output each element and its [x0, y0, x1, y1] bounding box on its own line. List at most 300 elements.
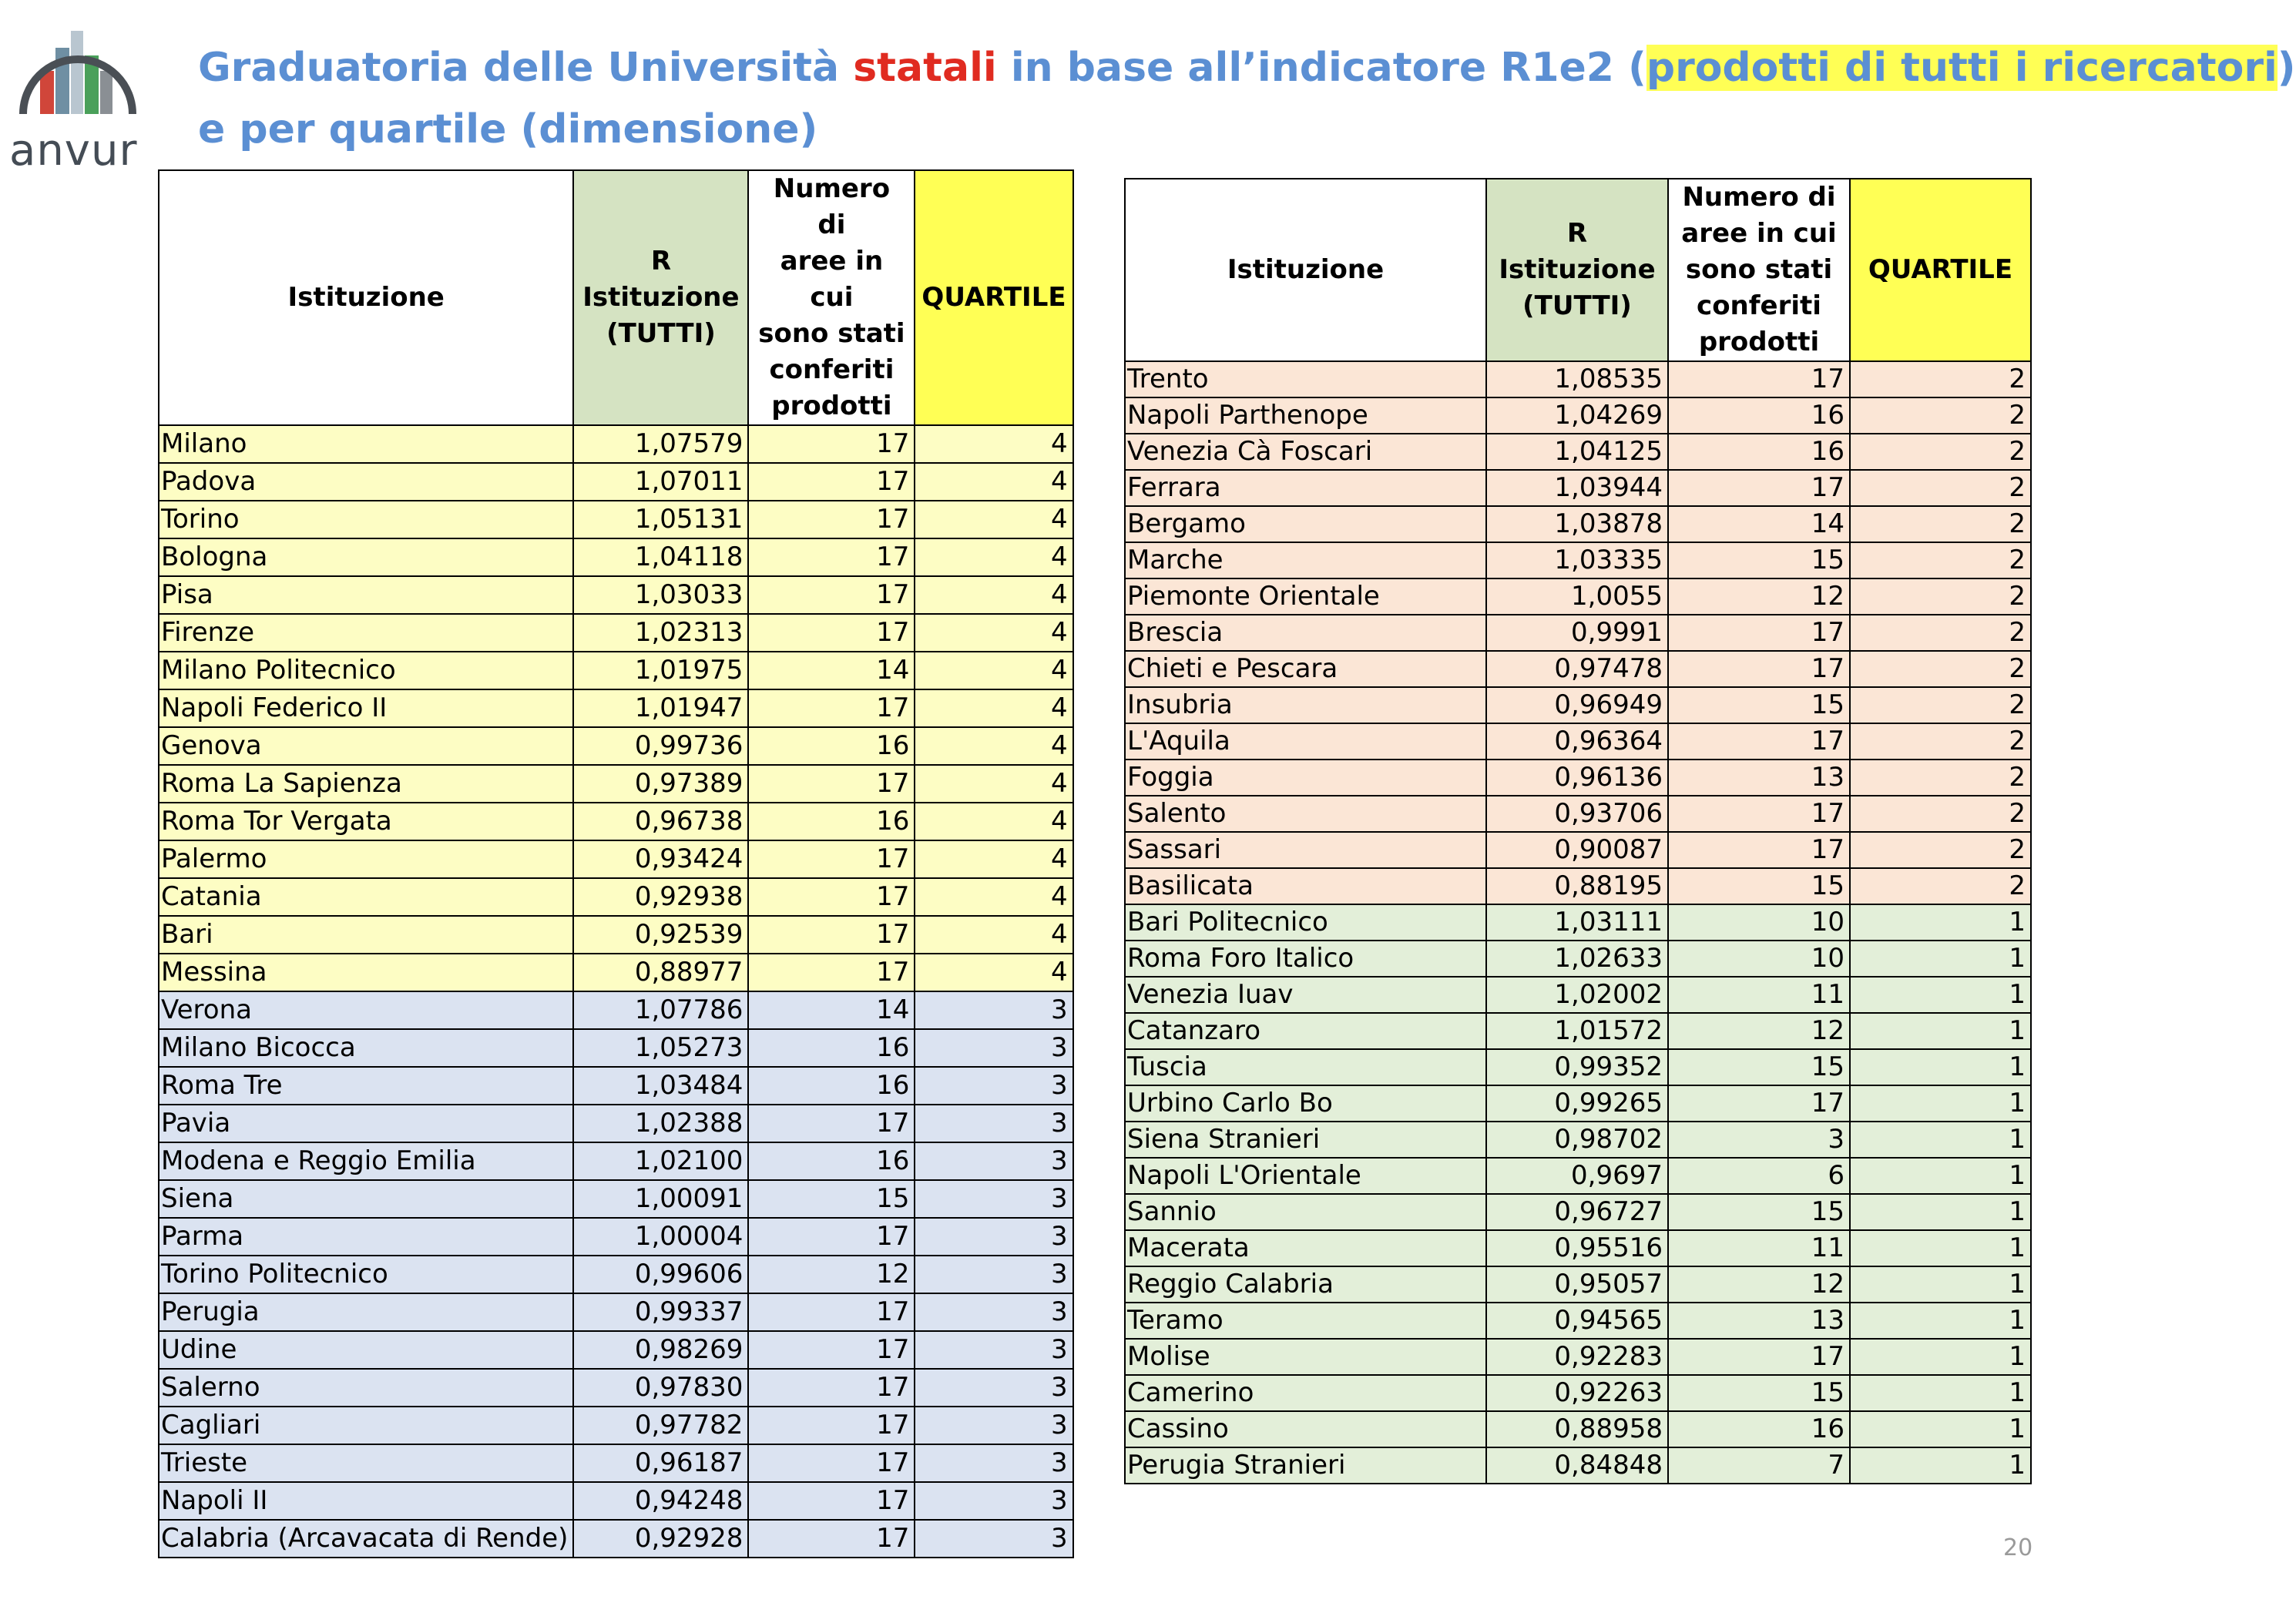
- table-row: [159, 840, 1073, 878]
- left-table-body: [159, 425, 1073, 1558]
- quartile-cell: 4: [915, 614, 1072, 652]
- institution-cell: Bergamo: [1125, 506, 1486, 542]
- r-value-cell: 0,97478: [1486, 651, 1668, 687]
- quartile-cell: 3: [915, 1256, 1072, 1293]
- table-row: [159, 1067, 1073, 1105]
- r-value-cell: 1,02388: [573, 1105, 748, 1142]
- aree-count-cell: 11: [1668, 977, 1850, 1013]
- r-value-cell: 1,02313: [573, 614, 748, 652]
- table-row: [159, 1331, 1073, 1369]
- table-row: [1125, 687, 2031, 723]
- table-row: [159, 1444, 1073, 1482]
- r-value-cell: 1,08535: [1486, 361, 1668, 397]
- quartile-cell: 3: [915, 1407, 1072, 1444]
- aree-count-cell: 17: [748, 538, 915, 576]
- r-value-cell: 0,92539: [573, 916, 748, 954]
- r-value-cell: 1,05273: [573, 1029, 748, 1067]
- quartile-cell: 2: [1850, 796, 2031, 832]
- r-value-cell: 0,98702: [1486, 1122, 1668, 1158]
- r-value-cell: 0,94565: [1486, 1303, 1668, 1339]
- r-value-cell: 1,07786: [573, 991, 748, 1029]
- header-num-line3: sono stati: [758, 318, 905, 349]
- r-value-cell: 0,9991: [1486, 615, 1668, 651]
- r-value-cell: 0,88958: [1486, 1411, 1668, 1447]
- r-value-cell: 0,96136: [1486, 760, 1668, 796]
- aree-count-cell: 17: [748, 576, 915, 614]
- quartile-cell: 1: [1850, 941, 2031, 977]
- quartile-cell: 3: [915, 1482, 1072, 1520]
- header-istituzione: Istituzione: [1125, 179, 1486, 361]
- institution-cell: Torino: [159, 501, 573, 538]
- r-value-cell: 0,99337: [573, 1293, 748, 1331]
- table-row: [1125, 542, 2031, 578]
- institution-cell: Catania: [159, 878, 573, 916]
- header-r-line1: R Istituzione: [1499, 218, 1656, 285]
- institution-cell: Venezia Cà Foscari: [1125, 434, 1486, 470]
- institution-cell: Salento: [1125, 796, 1486, 832]
- r-value-cell: 1,02633: [1486, 941, 1668, 977]
- table-row: [1125, 1085, 2031, 1122]
- r-value-cell: 1,00091: [573, 1180, 748, 1218]
- aree-count-cell: 17: [748, 878, 915, 916]
- table-row: [1125, 434, 2031, 470]
- quartile-cell: 4: [915, 840, 1072, 878]
- r-value-cell: 0,96738: [573, 803, 748, 840]
- table-row: [159, 1142, 1073, 1180]
- quartile-cell: 3: [915, 1029, 1072, 1067]
- institution-cell: Trento: [1125, 361, 1486, 397]
- quartile-cell: 1: [1850, 1194, 2031, 1230]
- aree-count-cell: 17: [748, 463, 915, 501]
- table-row: [159, 1369, 1073, 1407]
- r-value-cell: 0,96364: [1486, 723, 1668, 760]
- aree-count-cell: 10: [1668, 941, 1850, 977]
- quartile-cell: 2: [1850, 868, 2031, 904]
- r-value-cell: 1,03484: [573, 1067, 748, 1105]
- institution-cell: Napoli II: [159, 1482, 573, 1520]
- aree-count-cell: 17: [748, 1369, 915, 1407]
- table-row: [1125, 651, 2031, 687]
- quartile-cell: 3: [915, 1067, 1072, 1105]
- quartile-cell: 1: [1850, 1230, 2031, 1266]
- quartile-cell: 3: [915, 1369, 1072, 1407]
- institution-cell: Milano Bicocca: [159, 1029, 573, 1067]
- quartile-cell: 2: [1850, 542, 2031, 578]
- institution-cell: Napoli Parthenope: [1125, 397, 1486, 434]
- institution-cell: Pisa: [159, 576, 573, 614]
- institution-cell: Perugia: [159, 1293, 573, 1331]
- r-value-cell: 0,88195: [1486, 868, 1668, 904]
- table-row: [1125, 1013, 2031, 1049]
- header-numero-aree: [748, 170, 915, 425]
- institution-cell: Firenze: [159, 614, 573, 652]
- r-value-cell: 0,96949: [1486, 687, 1668, 723]
- header-quartile: QUARTILE: [915, 170, 1072, 425]
- page-number: 20: [2003, 1534, 2033, 1561]
- institution-cell: Genova: [159, 727, 573, 765]
- institution-cell: Trieste: [159, 1444, 573, 1482]
- institution-cell: Foggia: [1125, 760, 1486, 796]
- r-value-cell: 0,97782: [573, 1407, 748, 1444]
- table-row: [1125, 578, 2031, 615]
- r-value-cell: 0,99606: [573, 1256, 748, 1293]
- quartile-cell: 2: [1850, 506, 2031, 542]
- quartile-cell: 2: [1850, 434, 2031, 470]
- aree-count-cell: 15: [1668, 687, 1850, 723]
- table-row: [159, 1180, 1073, 1218]
- table-row: [159, 1520, 1073, 1558]
- quartile-cell: 3: [915, 1293, 1072, 1331]
- institution-cell: Sannio: [1125, 1194, 1486, 1230]
- quartile-cell: 4: [915, 954, 1072, 991]
- table-row: [159, 538, 1073, 576]
- table-row: [1125, 723, 2031, 760]
- left-ranking-table: [158, 169, 1074, 1558]
- quartile-cell: 1: [1850, 1339, 2031, 1375]
- quartile-cell: 4: [915, 765, 1072, 803]
- r-value-cell: 0,99736: [573, 727, 748, 765]
- institution-cell: Udine: [159, 1331, 573, 1369]
- institution-cell: Roma Tre: [159, 1067, 573, 1105]
- r-value-cell: 1,04118: [573, 538, 748, 576]
- r-value-cell: 1,02100: [573, 1142, 748, 1180]
- institution-cell: Roma Foro Italico: [1125, 941, 1486, 977]
- aree-count-cell: 16: [748, 1067, 915, 1105]
- table-row: [1125, 615, 2031, 651]
- table-row: [159, 1293, 1073, 1331]
- institution-cell: Verona: [159, 991, 573, 1029]
- aree-count-cell: 17: [748, 501, 915, 538]
- institution-cell: Palermo: [159, 840, 573, 878]
- institution-cell: Napoli Federico II: [159, 689, 573, 727]
- table-row: [1125, 1411, 2031, 1447]
- quartile-cell: 1: [1850, 904, 2031, 941]
- table-row: [159, 1256, 1073, 1293]
- institution-cell: Milano: [159, 425, 573, 463]
- aree-count-cell: 17: [748, 840, 915, 878]
- r-value-cell: 0,96187: [573, 1444, 748, 1482]
- header-r-line2: (TUTTI): [606, 318, 716, 349]
- quartile-cell: 4: [915, 463, 1072, 501]
- table-row: [1125, 868, 2031, 904]
- table-row: [1125, 1049, 2031, 1085]
- aree-count-cell: 17: [748, 1407, 915, 1444]
- header-r-istituzione: [573, 170, 748, 425]
- title-part1: Graduatoria delle Università: [198, 45, 854, 91]
- aree-count-cell: 11: [1668, 1230, 1850, 1266]
- aree-count-cell: 17: [1668, 361, 1850, 397]
- aree-count-cell: 17: [1668, 651, 1850, 687]
- institution-cell: Roma Tor Vergata: [159, 803, 573, 840]
- institution-cell: Reggio Calabria: [1125, 1266, 1486, 1303]
- table-row: [159, 425, 1073, 463]
- table-row: [159, 614, 1073, 652]
- institution-cell: Bari: [159, 916, 573, 954]
- aree-count-cell: 16: [748, 1142, 915, 1180]
- quartile-cell: 4: [915, 727, 1072, 765]
- r-value-cell: 1,00004: [573, 1218, 748, 1256]
- aree-count-cell: 17: [748, 916, 915, 954]
- r-value-cell: 1,03111: [1486, 904, 1668, 941]
- title-part3: ): [2277, 45, 2296, 91]
- quartile-cell: 4: [915, 803, 1072, 840]
- table-row: [1125, 1194, 2031, 1230]
- institution-cell: Roma La Sapienza: [159, 765, 573, 803]
- table-row: [159, 765, 1073, 803]
- aree-count-cell: 10: [1668, 904, 1850, 941]
- institution-cell: Camerino: [1125, 1375, 1486, 1411]
- quartile-cell: 2: [1850, 723, 2031, 760]
- header-num-line2: aree in cui: [780, 246, 884, 313]
- quartile-cell: 2: [1850, 361, 2031, 397]
- header-r-istituzione: [1486, 179, 1668, 361]
- page-title: [198, 37, 2296, 160]
- logo-text: anvur: [9, 126, 138, 176]
- table-row: [159, 727, 1073, 765]
- institution-cell: Piemonte Orientale: [1125, 578, 1486, 615]
- table-row: [159, 991, 1073, 1029]
- quartile-cell: 3: [915, 1331, 1072, 1369]
- institution-cell: Torino Politecnico: [159, 1256, 573, 1293]
- institution-cell: Teramo: [1125, 1303, 1486, 1339]
- table-row: [1125, 1303, 2031, 1339]
- r-value-cell: 1,07011: [573, 463, 748, 501]
- aree-count-cell: 17: [748, 1105, 915, 1142]
- aree-count-cell: 16: [1668, 1411, 1850, 1447]
- quartile-cell: 4: [915, 576, 1072, 614]
- r-value-cell: 0,88977: [573, 954, 748, 991]
- r-value-cell: 1,03878: [1486, 506, 1668, 542]
- table-row: [159, 1029, 1073, 1067]
- r-value-cell: 0,93424: [573, 840, 748, 878]
- header-num-line1: Numero di: [1682, 182, 1836, 213]
- aree-count-cell: 12: [1668, 1013, 1850, 1049]
- aree-count-cell: 17: [1668, 832, 1850, 868]
- quartile-cell: 2: [1850, 470, 2031, 506]
- institution-cell: Urbino Carlo Bo: [1125, 1085, 1486, 1122]
- r-value-cell: 1,03335: [1486, 542, 1668, 578]
- header-num-line3: sono stati: [1685, 254, 1833, 285]
- header-quartile: QUARTILE: [1850, 179, 2031, 361]
- r-value-cell: 1,01572: [1486, 1013, 1668, 1049]
- quartile-cell: 3: [915, 1105, 1072, 1142]
- table-row: [159, 1218, 1073, 1256]
- r-value-cell: 0,97830: [573, 1369, 748, 1407]
- table-row: [1125, 506, 2031, 542]
- table-row: [1125, 1447, 2031, 1484]
- table-header-row: [1125, 179, 2031, 361]
- aree-count-cell: 15: [748, 1180, 915, 1218]
- quartile-cell: 2: [1850, 397, 2031, 434]
- quartile-cell: 1: [1850, 1049, 2031, 1085]
- institution-cell: Milano Politecnico: [159, 652, 573, 689]
- r-value-cell: 0,9697: [1486, 1158, 1668, 1194]
- header-num-line5: prodotti: [1698, 327, 1820, 357]
- r-value-cell: 0,97389: [573, 765, 748, 803]
- header-num-line1: Numero di: [773, 173, 891, 240]
- r-value-cell: 0,92263: [1486, 1375, 1668, 1411]
- aree-count-cell: 15: [1668, 1049, 1850, 1085]
- aree-count-cell: 12: [748, 1256, 915, 1293]
- table-row: [1125, 470, 2031, 506]
- r-value-cell: 1,04125: [1486, 434, 1668, 470]
- table-row: [1125, 904, 2031, 941]
- quartile-cell: 1: [1850, 1303, 2031, 1339]
- institution-cell: Parma: [159, 1218, 573, 1256]
- r-value-cell: 1,01947: [573, 689, 748, 727]
- table-row: [1125, 760, 2031, 796]
- r-value-cell: 1,03033: [573, 576, 748, 614]
- quartile-cell: 1: [1850, 1122, 2031, 1158]
- institution-cell: Salerno: [159, 1369, 573, 1407]
- anvur-logo: [6, 31, 153, 176]
- title-line2: e per quartile (dimensione): [198, 106, 818, 153]
- quartile-cell: 3: [915, 991, 1072, 1029]
- table-row: [1125, 1122, 2031, 1158]
- r-value-cell: 0,96727: [1486, 1194, 1668, 1230]
- table-row: [1125, 941, 2031, 977]
- institution-cell: Cagliari: [159, 1407, 573, 1444]
- aree-count-cell: 3: [1668, 1122, 1850, 1158]
- table-row: [1125, 832, 2031, 868]
- table-row: [159, 878, 1073, 916]
- title-highlight: prodotti di tutti i ricercatori: [1646, 45, 2278, 91]
- header-istituzione: Istituzione: [159, 170, 573, 425]
- aree-count-cell: 16: [1668, 397, 1850, 434]
- quartile-cell: 3: [915, 1520, 1072, 1558]
- aree-count-cell: 17: [748, 765, 915, 803]
- aree-count-cell: 15: [1668, 1194, 1850, 1230]
- table-row: [1125, 397, 2031, 434]
- quartile-cell: 4: [915, 538, 1072, 576]
- quartile-cell: 4: [915, 916, 1072, 954]
- institution-cell: Basilicata: [1125, 868, 1486, 904]
- aree-count-cell: 17: [1668, 796, 1850, 832]
- aree-count-cell: 17: [748, 1482, 915, 1520]
- table-row: [159, 501, 1073, 538]
- institution-cell: Pavia: [159, 1105, 573, 1142]
- institution-cell: Bologna: [159, 538, 573, 576]
- quartile-cell: 2: [1850, 832, 2031, 868]
- institution-cell: Chieti e Pescara: [1125, 651, 1486, 687]
- r-value-cell: 1,0055: [1486, 578, 1668, 615]
- header-r-line2: (TUTTI): [1522, 290, 1632, 321]
- r-value-cell: 0,98269: [573, 1331, 748, 1369]
- aree-count-cell: 16: [1668, 434, 1850, 470]
- quartile-cell: 1: [1850, 1085, 2031, 1122]
- quartile-cell: 4: [915, 652, 1072, 689]
- r-value-cell: 0,94248: [573, 1482, 748, 1520]
- institution-cell: Siena: [159, 1180, 573, 1218]
- institution-cell: Sassari: [1125, 832, 1486, 868]
- table-row: [159, 652, 1073, 689]
- title-red: statali: [853, 45, 997, 91]
- table-row: [159, 916, 1073, 954]
- institution-cell: Cassino: [1125, 1411, 1486, 1447]
- institution-cell: Padova: [159, 463, 573, 501]
- quartile-cell: 2: [1850, 687, 2031, 723]
- aree-count-cell: 17: [1668, 1085, 1850, 1122]
- quartile-cell: 2: [1850, 578, 2031, 615]
- quartile-cell: 1: [1850, 1158, 2031, 1194]
- right-ranking-table: [1124, 178, 2032, 1484]
- aree-count-cell: 12: [1668, 1266, 1850, 1303]
- aree-count-cell: 17: [748, 425, 915, 463]
- aree-count-cell: 12: [1668, 578, 1850, 615]
- table-row: [1125, 1375, 2031, 1411]
- header-num-line5: prodotti: [771, 391, 892, 421]
- table-row: [159, 1105, 1073, 1142]
- institution-cell: Venezia Iuav: [1125, 977, 1486, 1013]
- quartile-cell: 4: [915, 425, 1072, 463]
- r-value-cell: 1,07579: [573, 425, 748, 463]
- aree-count-cell: 17: [748, 1293, 915, 1331]
- aree-count-cell: 13: [1668, 1303, 1850, 1339]
- aree-count-cell: 15: [1668, 868, 1850, 904]
- r-value-cell: 0,99352: [1486, 1049, 1668, 1085]
- r-value-cell: 1,02002: [1486, 977, 1668, 1013]
- r-value-cell: 0,92938: [573, 878, 748, 916]
- aree-count-cell: 17: [748, 1218, 915, 1256]
- quartile-cell: 1: [1850, 1447, 2031, 1484]
- aree-count-cell: 17: [748, 954, 915, 991]
- r-value-cell: 0,92283: [1486, 1339, 1668, 1375]
- quartile-cell: 2: [1850, 651, 2031, 687]
- table-row: [159, 463, 1073, 501]
- aree-count-cell: 17: [1668, 723, 1850, 760]
- institution-cell: Marche: [1125, 542, 1486, 578]
- quartile-cell: 3: [915, 1180, 1072, 1218]
- aree-count-cell: 14: [748, 652, 915, 689]
- r-value-cell: 1,04269: [1486, 397, 1668, 434]
- table-row: [159, 954, 1073, 991]
- r-value-cell: 1,05131: [573, 501, 748, 538]
- header-num-line4: conferiti: [769, 354, 895, 385]
- institution-cell: Perugia Stranieri: [1125, 1447, 1486, 1484]
- quartile-cell: 1: [1850, 1266, 2031, 1303]
- r-value-cell: 0,99265: [1486, 1085, 1668, 1122]
- table-row: [1125, 796, 2031, 832]
- table-header-row: [159, 170, 1073, 425]
- quartile-cell: 1: [1850, 1375, 2031, 1411]
- table-row: [159, 1407, 1073, 1444]
- table-row: [159, 689, 1073, 727]
- header-num-line2: aree in cui: [1681, 218, 1837, 249]
- institution-cell: Macerata: [1125, 1230, 1486, 1266]
- institution-cell: Brescia: [1125, 615, 1486, 651]
- r-value-cell: 1,03944: [1486, 470, 1668, 506]
- institution-cell: Tuscia: [1125, 1049, 1486, 1085]
- institution-cell: Catanzaro: [1125, 1013, 1486, 1049]
- table-row: [1125, 1266, 2031, 1303]
- aree-count-cell: 16: [748, 803, 915, 840]
- quartile-cell: 1: [1850, 977, 2031, 1013]
- institution-cell: Siena Stranieri: [1125, 1122, 1486, 1158]
- aree-count-cell: 14: [748, 991, 915, 1029]
- institution-cell: Calabria (Arcavacata di Rende): [159, 1520, 573, 1558]
- header-num-line4: conferiti: [1697, 290, 1821, 321]
- table-row: [159, 576, 1073, 614]
- aree-count-cell: 16: [748, 727, 915, 765]
- table-row: [1125, 1158, 2031, 1194]
- quartile-cell: 1: [1850, 1013, 2031, 1049]
- aree-count-cell: 17: [748, 1444, 915, 1482]
- aree-count-cell: 17: [748, 1520, 915, 1558]
- quartile-cell: 1: [1850, 1411, 2031, 1447]
- institution-cell: Ferrara: [1125, 470, 1486, 506]
- quartile-cell: 3: [915, 1218, 1072, 1256]
- r-value-cell: 0,95516: [1486, 1230, 1668, 1266]
